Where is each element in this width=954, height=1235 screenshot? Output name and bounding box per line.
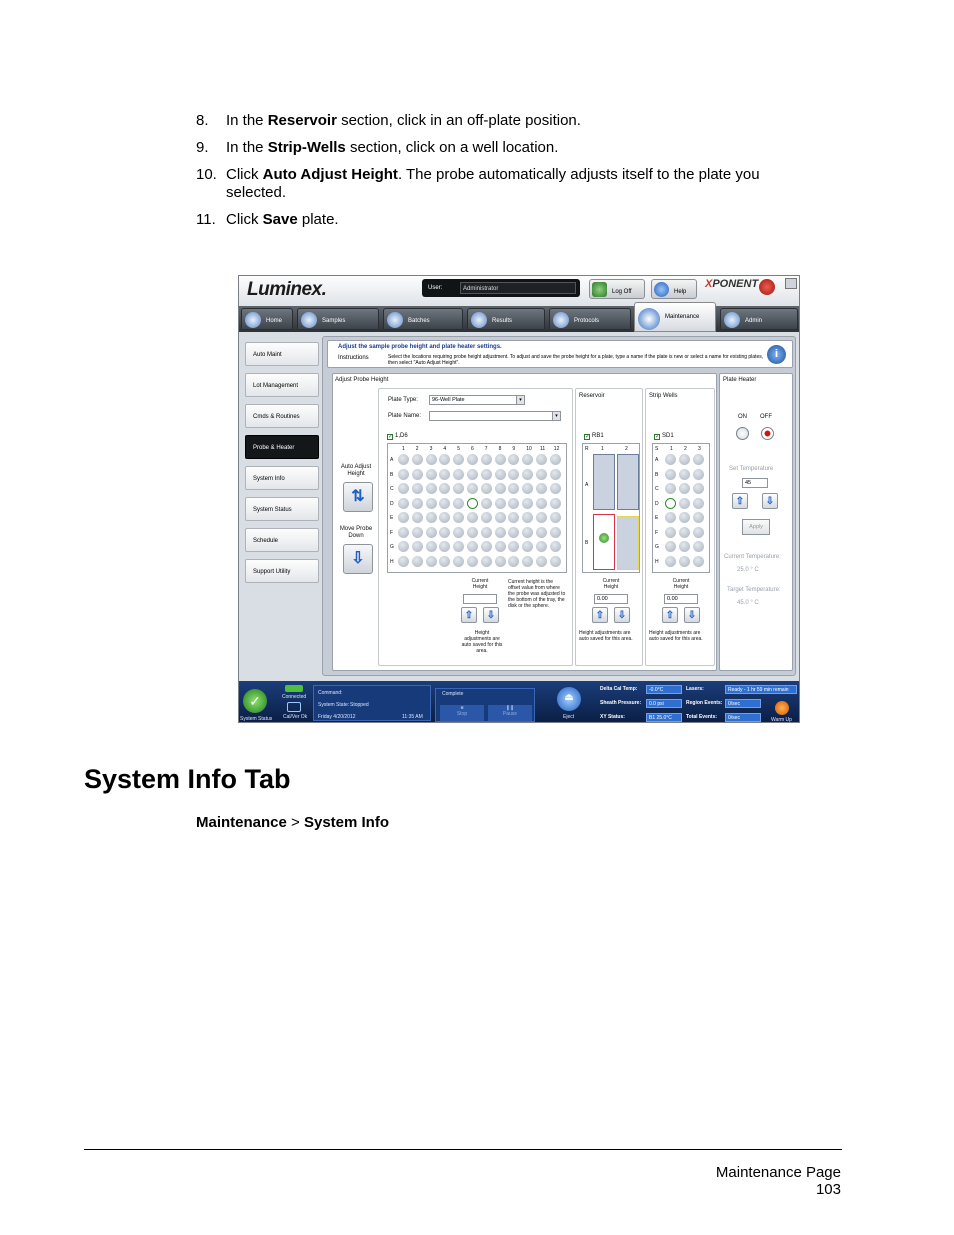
- sidebar-item-system-status[interactable]: System Status: [245, 497, 319, 521]
- plate-well[interactable]: [550, 541, 561, 552]
- plate-well[interactable]: [426, 556, 437, 567]
- tab-home[interactable]: Home: [241, 308, 293, 330]
- plate-col-label: 7: [484, 446, 488, 452]
- strip-autosave-note: Height adjustments are auto saved for this area.: [649, 630, 703, 642]
- stop-button[interactable]: ■ Stop: [440, 705, 484, 721]
- set-temp-field[interactable]: 45: [742, 478, 768, 488]
- plate-well[interactable]: [467, 454, 478, 465]
- plate-well[interactable]: [550, 498, 561, 509]
- auto-adjust-height-button[interactable]: ⇅: [343, 482, 373, 512]
- strip-well[interactable]: [693, 556, 704, 567]
- protocols-icon: [553, 312, 569, 328]
- tab-protocols[interactable]: Protocols: [549, 308, 631, 330]
- xy-value: B1 25.0°C: [646, 713, 682, 722]
- help-icon: [654, 282, 669, 297]
- on-label: ON: [738, 414, 747, 420]
- logoff-icon: [592, 282, 607, 297]
- plate-well[interactable]: [426, 454, 437, 465]
- plate-well[interactable]: [481, 454, 492, 465]
- reservoir-grid[interactable]: R 1 2 A B: [582, 443, 640, 573]
- strip-current-height-label: Current Height: [672, 578, 690, 590]
- set-temp-label: Set Temperature: [729, 466, 774, 472]
- plate-col-label: 10: [526, 446, 532, 452]
- batch-progress-box: Complete ■ Stop ❚❚ Pause: [435, 688, 535, 722]
- plate-row-label: F: [390, 529, 394, 536]
- plate-well[interactable]: [412, 512, 423, 523]
- strip-well[interactable]: [665, 483, 676, 494]
- plate-well[interactable]: [467, 541, 478, 552]
- strip-well[interactable]: [679, 483, 690, 494]
- plate-row-label: H: [390, 558, 394, 565]
- plate-well[interactable]: [522, 556, 533, 567]
- plate-well[interactable]: [439, 556, 450, 567]
- nav-tabs: [239, 306, 800, 332]
- plate-well[interactable]: [522, 469, 533, 480]
- logoff-button[interactable]: Log Off: [589, 279, 645, 299]
- plate-well[interactable]: [508, 527, 519, 538]
- main-panel: [322, 336, 796, 676]
- strip-col-label: 3: [698, 446, 701, 452]
- calver-icon: [287, 702, 301, 712]
- plate-well[interactable]: [467, 512, 478, 523]
- reservoir-height-up-button[interactable]: ⇧: [592, 607, 608, 623]
- user-value: Administrator: [460, 282, 576, 294]
- plate-well[interactable]: [412, 498, 423, 509]
- plate-well[interactable]: [495, 512, 506, 523]
- plate-well[interactable]: [398, 512, 409, 523]
- target-temp-label: Target Temperature:: [727, 587, 781, 593]
- step-8: 8. In the Reservoir section, click in an off-plate position.: [196, 112, 581, 129]
- page-footer: Maintenance Page 103: [715, 1164, 841, 1198]
- strip-height-down-button[interactable]: ⇩: [684, 607, 700, 623]
- delta-cal-value: -0.0°C: [646, 685, 682, 694]
- strip-well[interactable]: [693, 483, 704, 494]
- strip-wells-grid[interactable]: [652, 443, 710, 573]
- strip-row-label: A: [655, 457, 659, 463]
- user-label: User:: [428, 285, 443, 291]
- sidebar-item-support-utility[interactable]: Support Utility: [245, 559, 319, 583]
- plate-well[interactable]: [439, 469, 450, 480]
- plate-well[interactable]: [453, 469, 464, 480]
- plate-well[interactable]: [508, 512, 519, 523]
- plate-well[interactable]: [426, 541, 437, 552]
- plate-well[interactable]: [550, 527, 561, 538]
- probe-heater-screenshot: [238, 275, 800, 723]
- plate-well[interactable]: [426, 527, 437, 538]
- plate-well[interactable]: [508, 541, 519, 552]
- results-icon: [471, 312, 487, 328]
- strip-well[interactable]: [679, 541, 690, 552]
- maintenance-sidebar: [245, 342, 319, 590]
- info-icon[interactable]: i: [767, 345, 786, 364]
- footer-rule: [84, 1149, 842, 1150]
- strip-well[interactable]: [665, 527, 676, 538]
- strip-well[interactable]: [665, 512, 676, 523]
- plate-well[interactable]: [508, 454, 519, 465]
- reservoir-area: [575, 388, 643, 666]
- plate-well[interactable]: [481, 527, 492, 538]
- strip-well[interactable]: [693, 469, 704, 480]
- plate-well[interactable]: [495, 454, 506, 465]
- strip-row-label: D: [655, 500, 659, 507]
- auto-adjust-label: Auto Adjust Height: [340, 464, 372, 477]
- alert-icon[interactable]: [759, 279, 775, 295]
- plate-well[interactable]: [426, 469, 437, 480]
- plate-name-label: Plate Name:: [388, 413, 422, 419]
- plate-well[interactable]: [467, 483, 478, 494]
- plate-col-label: 3: [429, 446, 433, 452]
- plate-current-height-label: Current Height: [471, 578, 489, 590]
- connected-icon: [285, 685, 303, 692]
- plate-well[interactable]: [467, 469, 478, 480]
- current-height-note: Current height is the offset value from where the probe was adjusted to the bottom of the tray, the disk or the sphere.: [508, 579, 566, 609]
- plate-col-label: 1: [402, 446, 405, 452]
- plate-well[interactable]: [481, 556, 492, 567]
- plate-well[interactable]: [536, 541, 547, 552]
- plate-well[interactable]: [536, 556, 547, 567]
- reservoir-b2[interactable]: [617, 516, 639, 570]
- plate-height-up-button[interactable]: ⇧: [461, 607, 477, 623]
- strip-row-label: C: [655, 486, 659, 492]
- sidebar-item-auto-maint[interactable]: Auto Maint: [245, 342, 319, 366]
- plate-well[interactable]: [398, 498, 409, 509]
- strip-well[interactable]: [679, 527, 690, 538]
- plate-well[interactable]: [398, 556, 409, 567]
- current-temp-label: Current Temperature:: [724, 554, 781, 560]
- plate-well[interactable]: [412, 556, 423, 567]
- reservoir-autosave-note: Height adjustments are auto saved for this area.: [579, 630, 633, 642]
- strip-well[interactable]: [679, 469, 690, 480]
- reservoir-height-down-button[interactable]: ⇩: [614, 607, 630, 623]
- plate-well[interactable]: [550, 512, 561, 523]
- plate-well[interactable]: [481, 498, 492, 509]
- plate-row-label: A: [390, 457, 394, 463]
- batches-icon: [387, 312, 403, 328]
- plate-well[interactable]: [522, 527, 533, 538]
- strip-well[interactable]: [665, 454, 676, 465]
- sidebar-item-cmds-routines[interactable]: Cmds & Routines: [245, 404, 319, 428]
- system-status-label: System Status: [240, 716, 273, 722]
- plate-col-label: 8: [498, 446, 502, 452]
- tab-maintenance[interactable]: Maintenance: [634, 302, 716, 332]
- user-box: [422, 279, 580, 297]
- admin-icon: [724, 312, 740, 328]
- plate-well[interactable]: [439, 541, 450, 552]
- adjust-title: Adjust Probe Height: [335, 377, 389, 383]
- plate-well[interactable]: [508, 498, 519, 509]
- current-temp-value: 25.0 ° C: [737, 567, 759, 573]
- temp-up-button[interactable]: ⇧: [732, 493, 748, 509]
- total-value: 0/sec: [725, 713, 761, 722]
- plate-well[interactable]: [453, 527, 464, 538]
- plate-well[interactable]: [536, 483, 547, 494]
- strip-well[interactable]: [679, 556, 690, 567]
- plate-well[interactable]: [495, 527, 506, 538]
- reservoir-checkbox[interactable]: ✓ RB1: [585, 433, 604, 440]
- instructions-text: Select the locations requiring probe height adjustment. To adjust and save the probe height for a plate, type a name if the plate is new or select a name for existing plates, then select "Auto Adjust Height".: [388, 354, 764, 366]
- strip-well[interactable]: [679, 512, 690, 523]
- plate-well[interactable]: [467, 556, 478, 567]
- plate-well[interactable]: [453, 454, 464, 465]
- strip-well[interactable]: [665, 498, 676, 509]
- strip-row-label: G: [655, 544, 659, 550]
- instructions-box: [327, 340, 793, 368]
- plate-well[interactable]: [550, 483, 561, 494]
- step-11: 11. Click Save plate.: [196, 211, 339, 228]
- reservoir-b1[interactable]: [593, 514, 615, 570]
- move-down-label: Move Probe Down: [339, 526, 373, 539]
- plate-well[interactable]: [426, 512, 437, 523]
- plate-col-label: 9: [512, 446, 516, 452]
- system-status-icon[interactable]: ✓: [243, 689, 267, 713]
- plate-type-label: Plate Type:: [388, 397, 418, 403]
- strip-row-label: B: [655, 471, 659, 478]
- sheath-value: 0.0 psi: [646, 699, 682, 708]
- lasers-value: Ready - 1 hr 59 min remain: [725, 685, 797, 694]
- heater-off-radio[interactable]: [761, 427, 774, 440]
- plate-well[interactable]: [536, 454, 547, 465]
- plate-col-label: 4: [443, 446, 447, 452]
- plate-well[interactable]: [453, 483, 464, 494]
- plate-well[interactable]: [412, 454, 423, 465]
- plate-well[interactable]: [495, 541, 506, 552]
- plate-well[interactable]: [536, 512, 547, 523]
- plate-row-label: B: [390, 471, 394, 478]
- tab-admin[interactable]: Admin: [720, 308, 798, 330]
- maintenance-icon: [638, 308, 660, 330]
- plate-col-label: 6: [471, 446, 474, 452]
- plate-well[interactable]: [453, 541, 464, 552]
- plate-well[interactable]: [439, 498, 450, 509]
- plate-well[interactable]: [453, 556, 464, 567]
- plate-well[interactable]: [550, 556, 561, 567]
- reservoir-a2[interactable]: [617, 454, 639, 510]
- plate-heater-panel: [719, 373, 793, 671]
- command-box: Command: System State: Stopped Friday 4/20/2012 11:35 AM: [313, 685, 431, 721]
- strip-height-up-button[interactable]: ⇧: [662, 607, 678, 623]
- apply-button[interactable]: Apply: [742, 519, 770, 535]
- plate-well[interactable]: [522, 454, 533, 465]
- plate-well[interactable]: [439, 454, 450, 465]
- plate-well[interactable]: [467, 498, 478, 509]
- eject-label: Eject: [563, 714, 575, 720]
- plate-height-down-button[interactable]: ⇩: [483, 607, 499, 623]
- probe-pin-icon: [599, 533, 609, 543]
- warmup-icon[interactable]: [775, 701, 789, 715]
- strip-row-label: E: [655, 515, 659, 521]
- plate-well[interactable]: [398, 483, 409, 494]
- plate-col-label: 2: [415, 446, 419, 452]
- plate-well[interactable]: [453, 512, 464, 523]
- off-label: OFF: [760, 414, 772, 420]
- strip-well[interactable]: [665, 469, 676, 480]
- plate-well[interactable]: [495, 498, 506, 509]
- home-icon: [245, 312, 261, 328]
- sidebar-item-schedule[interactable]: Schedule: [245, 528, 319, 552]
- pause-button[interactable]: ❚❚ Pause: [488, 705, 532, 721]
- xponent-logo: XPONENT: [705, 278, 759, 290]
- reservoir-a1[interactable]: [593, 454, 615, 510]
- step-10: 10. Click Auto Adjust Height. The probe automatically adjusts itself to the plate you selected.: [196, 166, 760, 201]
- strip-well[interactable]: [693, 527, 704, 538]
- strip-well[interactable]: [679, 454, 690, 465]
- strip-current-height-field[interactable]: 0.00: [664, 594, 698, 604]
- breadcrumb: Maintenance > System Info: [196, 814, 389, 831]
- plate-well[interactable]: [412, 541, 423, 552]
- plate-checkbox[interactable]: ✓ 1,D6: [388, 433, 408, 440]
- status-bar: ✓ System Status Connected Cal/Ver Ok Command: System State: Stopped Friday 4/20/2012 11:35 AM Complete ■ Stop ❚❚ Pause ⏏ Eject Delta Cal Temp: -0.0°C Sheath Pressure: 0.0 psi XY Status: B1 25.0°C Lasers: Ready - 1 hr 59 min remain Region Events: 0/sec Total Events: 0/sec Warm Up: [239, 681, 800, 723]
- plate-well[interactable]: [412, 483, 423, 494]
- adjust-probe-height-panel: [332, 373, 717, 671]
- strip-well[interactable]: [693, 512, 704, 523]
- reservoir-current-height-label: Current Height: [602, 578, 620, 590]
- heater-title: Plate Heater: [723, 377, 757, 383]
- eject-icon[interactable]: ⏏: [557, 687, 581, 711]
- plate-well[interactable]: [398, 541, 409, 552]
- warmup-label: Warm Up: [771, 717, 792, 723]
- strip-corner-label: S: [655, 446, 659, 452]
- plate-row-label: G: [390, 544, 394, 550]
- plate-well[interactable]: [467, 527, 478, 538]
- plate-current-height-field[interactable]: [463, 594, 497, 604]
- sidebar-item-lot-management[interactable]: Lot Management: [245, 373, 319, 397]
- strip-well[interactable]: [679, 498, 690, 509]
- plate-well[interactable]: [522, 541, 533, 552]
- plate-well[interactable]: [426, 483, 437, 494]
- plate-col-label: 12: [553, 446, 560, 452]
- plate-autosave-note: Height adjustments are auto saved for this area.: [461, 630, 503, 654]
- plate-well[interactable]: [439, 512, 450, 523]
- move-probe-down-button[interactable]: ⇩: [343, 544, 373, 574]
- plate-well[interactable]: [426, 498, 437, 509]
- plate-well[interactable]: [522, 498, 533, 509]
- plate-area: [378, 388, 573, 666]
- strip-well[interactable]: [665, 541, 676, 552]
- tab-samples[interactable]: Samples: [297, 308, 379, 330]
- plate-well[interactable]: [522, 512, 533, 523]
- plate-well[interactable]: [481, 541, 492, 552]
- region-value: 0/sec: [725, 699, 761, 708]
- plate-well[interactable]: [439, 483, 450, 494]
- sidebar-item-probe-heater[interactable]: Probe & Heater: [245, 435, 319, 459]
- tab-batches[interactable]: Batches: [383, 308, 463, 330]
- plate-well[interactable]: [550, 469, 561, 480]
- strip-col-label: 2: [684, 446, 687, 452]
- target-temp-value: 45.0 ° C: [737, 600, 759, 606]
- strip-row-label: H: [655, 558, 659, 565]
- step-9: 9. In the Strip-Wells section, click on a well location.: [196, 139, 559, 156]
- plate-well[interactable]: [481, 512, 492, 523]
- instructions-title: Adjust the sample probe height and plate heater settings.: [338, 344, 502, 350]
- plate-col-label: 11: [540, 446, 546, 452]
- plate-row-label: E: [390, 515, 394, 521]
- plate-well[interactable]: [536, 527, 547, 538]
- plate-name-select[interactable]: ▾: [429, 411, 561, 421]
- strip-well[interactable]: [693, 498, 704, 509]
- section-heading: System Info Tab: [84, 764, 291, 794]
- plate-well[interactable]: [412, 469, 423, 480]
- plate-type-select[interactable]: 96-Well Plate ▾: [429, 395, 525, 405]
- heater-on-radio[interactable]: [736, 427, 749, 440]
- plate-row-label: D: [390, 500, 394, 507]
- tab-results[interactable]: Results: [467, 308, 545, 330]
- plate-well[interactable]: [398, 454, 409, 465]
- connected-label: Connected: [282, 694, 307, 700]
- sidebar-item-system-info[interactable]: System Info: [245, 466, 319, 490]
- strip-checkbox[interactable]: ✓ SD1: [655, 433, 674, 440]
- calver-label: Cal/Ver Ok: [283, 714, 308, 720]
- reservoir-title: Reservoir: [579, 393, 605, 399]
- plate-row-label: C: [390, 486, 394, 492]
- luminex-logo: Luminex.: [247, 279, 327, 300]
- plate-well[interactable]: [495, 483, 506, 494]
- plate-well[interactable]: [495, 469, 506, 480]
- plate-well[interactable]: [495, 556, 506, 567]
- plate-col-label: 5: [457, 446, 460, 452]
- plate-well[interactable]: [481, 483, 492, 494]
- top-bar: [239, 276, 800, 306]
- strip-well[interactable]: [665, 556, 676, 567]
- plate-well[interactable]: [398, 469, 409, 480]
- plate-well[interactable]: [536, 469, 547, 480]
- plate-well[interactable]: [536, 498, 547, 509]
- strip-col-label: 1: [670, 446, 673, 452]
- plate-well[interactable]: [439, 527, 450, 538]
- plate-well[interactable]: [508, 483, 519, 494]
- plate-well[interactable]: [508, 469, 519, 480]
- strip-title: Strip Wells: [649, 393, 678, 399]
- strip-well[interactable]: [693, 454, 704, 465]
- plate-well[interactable]: [550, 454, 561, 465]
- temp-down-button[interactable]: ⇩: [762, 493, 778, 509]
- plate-well[interactable]: [481, 469, 492, 480]
- strip-wells-area: [645, 388, 715, 666]
- plate-96-grid[interactable]: [387, 443, 567, 573]
- reservoir-current-height-field[interactable]: 0.00: [594, 594, 628, 604]
- strip-well[interactable]: [693, 541, 704, 552]
- plate-well[interactable]: [398, 527, 409, 538]
- plate-well[interactable]: [412, 527, 423, 538]
- window-icon[interactable]: [785, 278, 797, 289]
- samples-icon: [301, 312, 317, 328]
- instructions-label: Instructions: [338, 355, 369, 361]
- plate-well[interactable]: [453, 498, 464, 509]
- strip-row-label: F: [655, 529, 659, 536]
- steps-list: [196, 112, 796, 238]
- plate-well[interactable]: [522, 483, 533, 494]
- plate-well[interactable]: [508, 556, 519, 567]
- help-button[interactable]: Help: [651, 279, 697, 299]
